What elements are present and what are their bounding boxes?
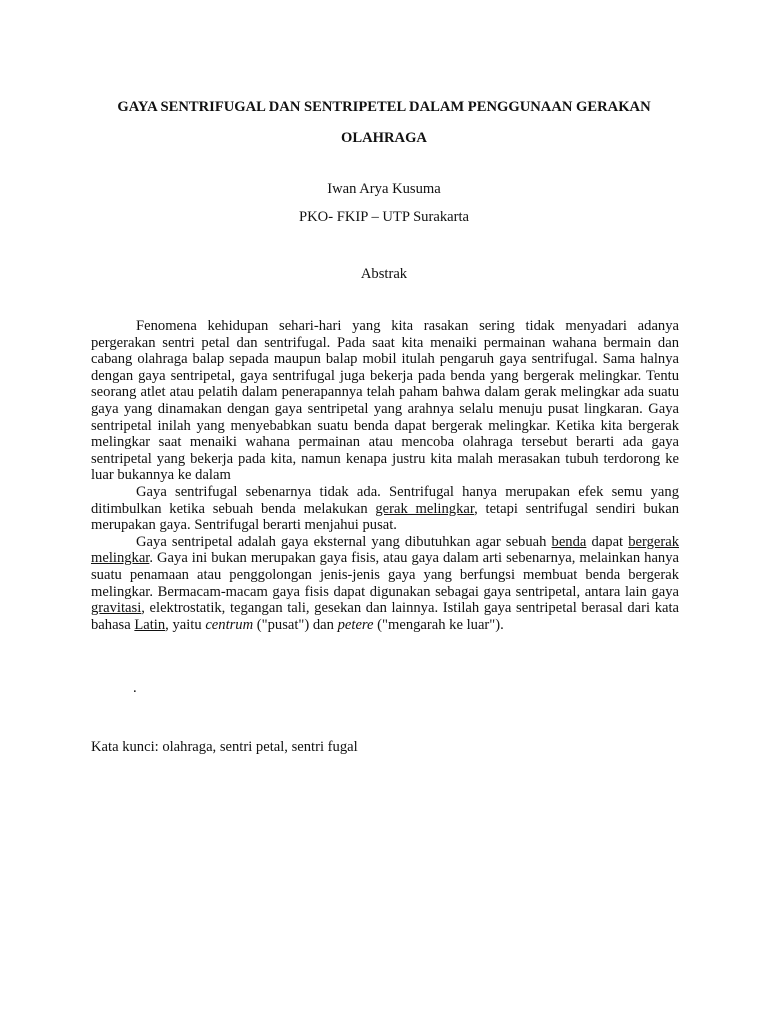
stray-dot: .: [133, 680, 137, 696]
title-line-2: OLAHRAGA: [341, 130, 427, 146]
author-name: Iwan Arya Kusuma: [327, 181, 441, 197]
abstract-paragraph-3: [91, 534, 679, 634]
link-gravitasi[interactable]: gravitasi: [91, 600, 142, 617]
paragraph-text: , tetapi sentrifugal sendiri bukan merupakan gaya. Sentrifugal berarti menjahui pusat.: [91, 500, 680, 534]
link-bergerak-melingkar[interactable]: bergerak melingkar: [91, 533, 679, 567]
abstract-paragraph-2: [91, 484, 679, 534]
paper-title: [90, 92, 678, 154]
link-gerak-melingkar[interactable]: gerak melingkar: [375, 500, 475, 517]
italic-term-petere: petere: [337, 616, 374, 633]
italic-term-centrum: centrum: [205, 616, 254, 633]
abstract-paragraph-1: Fenomena kehidupan sehari-hari yang kita rasakan sering tidak menyadari adanya pergerakan sentri petal dan sentrifugal. Pada saat kita menaiki permainan wahana bermain dan cabang olahraga balap sepada maupun balap mobil itulah pengaruh gaya sentrifugal. Sama halnya dengan gaya sentripetal, gaya sentrifugal juga bekerja pada benda yang bergerak melingkar. Tentu seorang atlet atau pelatih dalam penerapannya telah paham bahwa dalam gerak melingkar ada suatu gaya yang dinamakan dengan gaya sentripetal yang arahnya selalu menuju pusat lingkaran. Gaya sentripetal inilah yang menyebabkan suatu benda dapat bergerak melingkar. Ketika kita bergerak melingkar saat menaiki wahana permainan atau mencoba olahraga tersebut berarti ada gaya sentripetal yang bekerja pada kita, namun kenapa justru kita malah merasakan tubuh terdorong ke luar bukannya ke dalam: [91, 318, 679, 484]
abstract-body: [91, 318, 679, 633]
link-latin[interactable]: Latin: [134, 616, 166, 633]
abstract-heading: Abstrak: [360, 266, 408, 282]
link-benda[interactable]: benda: [551, 533, 587, 550]
paragraph-text: ("pusat") dan: [253, 616, 338, 633]
title-line-1: GAYA SENTRIFUGAL DAN SENTRIPETEL DALAM PENGGUNAAN GERAKAN: [117, 99, 651, 115]
keywords: Kata kunci: olahraga, sentri petal, sentri fugal: [91, 739, 358, 755]
paragraph-text: , elektrostatik, tegangan tali, gesekan dan lainnya. Istilah gaya sentripetal berasal dari kata bahasa: [91, 600, 679, 633]
author-affiliation: PKO- FKIP – UTP Surakarta: [299, 209, 469, 225]
paragraph-text: Gaya sentrifugal sebenarnya tidak ada. Sentrifugal hanya merupakan efek semu yang ditimbulkan ketika sebuah benda melakukan: [91, 483, 679, 517]
paragraph-text: Gaya sentripetal adalah gaya eksternal yang dibutuhkan agar sebuah: [136, 533, 552, 550]
paragraph-text: ("mengarah ke luar").: [373, 616, 504, 633]
paragraph-text: , yaitu: [165, 616, 206, 633]
paragraph-text: . Gaya ini bukan merupakan gaya fisis, atau gaya dalam arti sebenarnya, melainkan hanya suatu penamaan atau penggolongan jenis-jenis gaya yang berfungsi membuat benda bergerak melingkar. Bermacam-macam gaya fisis dapat digunakan sebagai gaya sentripetal, antara lain gaya: [91, 550, 679, 600]
paragraph-text: dapat: [586, 533, 629, 550]
